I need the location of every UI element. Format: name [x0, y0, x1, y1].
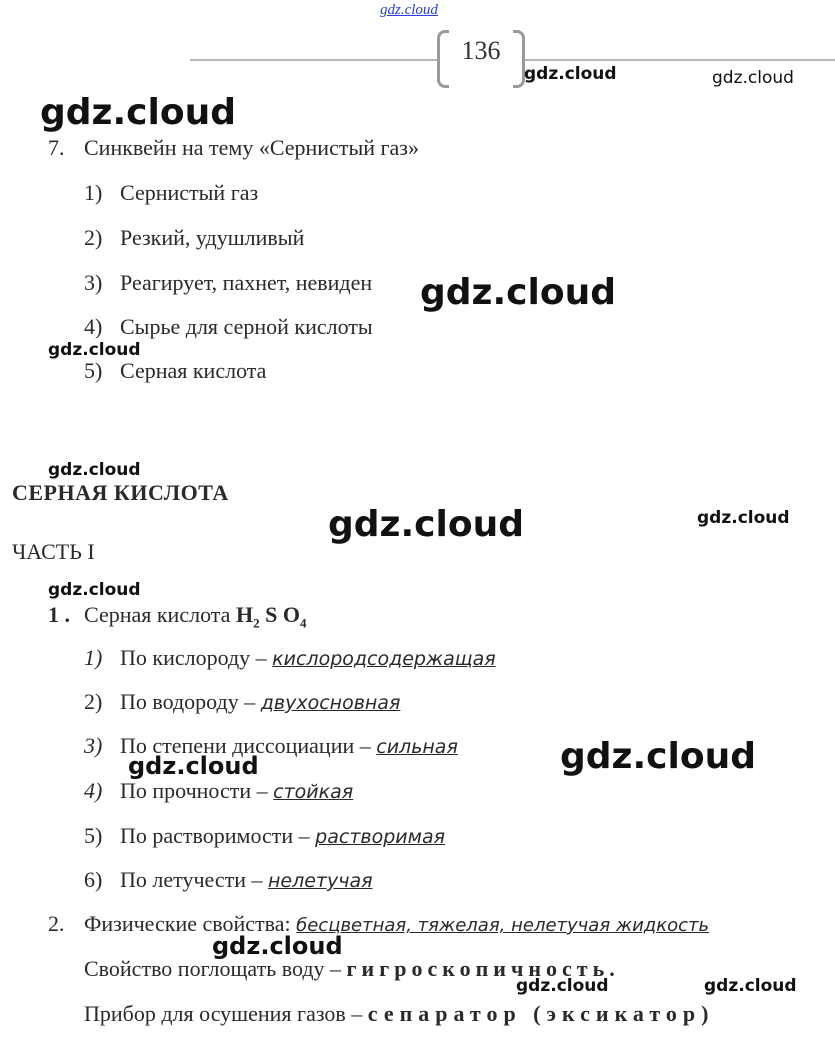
task1-item-num: 4): [84, 778, 103, 803]
task7-number: 7.: [48, 135, 65, 160]
page-number-bracket-left: [437, 30, 449, 88]
task1-item: [84, 689, 400, 715]
task1-item: [84, 645, 496, 671]
task2-number: 2.: [48, 911, 65, 936]
task7-item-text: Сырье для серной кислоты: [120, 314, 373, 339]
task1-item-num: 5): [84, 823, 103, 848]
task2-line2-answer: гигроскопичность.: [346, 956, 620, 981]
watermark: gdz.cloud: [704, 976, 797, 996]
watermark: gdz.cloud: [48, 580, 141, 600]
watermark: gdz.cloud: [712, 68, 794, 88]
watermark: gdz.cloud: [48, 340, 141, 360]
task1-item-answer: нелетучая: [267, 870, 373, 892]
watermark: gdz.cloud: [516, 976, 609, 996]
task2-line3-answer: сепаратор (эксикатор): [367, 1001, 715, 1026]
task1-item-label: По степени диссоциации –: [120, 733, 371, 758]
watermark: gdz.cloud: [40, 92, 236, 133]
task7-item-text: Сернистый газ: [120, 180, 259, 205]
formula-h2so4: [235, 602, 307, 631]
task1-item-num: 3): [84, 733, 103, 758]
task2-line1: [48, 911, 709, 937]
watermark: gdz.cloud: [48, 460, 141, 480]
task1-item: [84, 778, 353, 804]
formula-h-sub: 2: [253, 615, 260, 631]
watermark: gdz.cloud: [524, 64, 617, 84]
task7-title: Синквейн на тему «Сернистый газ»: [84, 135, 419, 160]
task2-answer: бесцветная, тяжелая, нелетучая жидкость: [296, 915, 710, 936]
task7-item-num: 3): [84, 270, 103, 295]
watermark: gdz.cloud: [560, 736, 756, 777]
formula-h: H: [235, 602, 254, 627]
task1-item-label: По водороду –: [120, 689, 256, 714]
task1-item-answer: двухосновная: [260, 692, 401, 714]
section-title: СЕРНАЯ КИСЛОТА: [12, 480, 229, 505]
task1-item-num: 6): [84, 867, 103, 892]
task1-item-answer: растворимая: [315, 826, 446, 848]
page-number: 136: [449, 36, 513, 66]
task1-item-label: По кислороду –: [120, 645, 267, 670]
formula-o: O: [282, 602, 300, 627]
section-part: ЧАСТЬ I: [12, 539, 95, 564]
task7-title-line: [48, 135, 419, 161]
task1-item-answer: стойкая: [273, 781, 354, 803]
task1-number: 1 .: [48, 602, 70, 627]
task1-title: Серная кислота: [84, 602, 231, 627]
task7-item: [84, 270, 372, 296]
task1-title-line: [48, 602, 306, 631]
task7-item-text: Реагирует, пахнет, невиден: [120, 270, 373, 295]
task2-line3-label: Прибор для осушения газов –: [84, 1001, 363, 1026]
task2-line3: [84, 1001, 714, 1027]
task1-item-num: 1): [84, 645, 103, 670]
task7-item-text: Серная кислота: [120, 358, 267, 383]
task1-item-label: По летучести –: [120, 867, 263, 892]
task7-item: [84, 180, 258, 206]
watermark: gdz.cloud: [212, 932, 343, 960]
task7-item-num: 2): [84, 225, 103, 250]
task7-item-num: 5): [84, 358, 103, 383]
top-watermark: gdz.cloud: [380, 2, 438, 18]
watermark: gdz.cloud: [328, 504, 524, 545]
formula-o-sub: 4: [299, 615, 307, 631]
task1-item-label: По прочности –: [120, 778, 268, 803]
task1-item-answer: кислородсодержащая: [272, 648, 496, 670]
task1-item: [84, 823, 445, 849]
task1-item-num: 2): [84, 689, 103, 714]
task7-item: [84, 225, 304, 251]
task2-label: Физические свойства:: [84, 911, 291, 936]
task7-item-num: 4): [84, 314, 103, 339]
task7-item: [84, 314, 373, 340]
task7-item: [84, 358, 266, 384]
task7-item-num: 1): [84, 180, 103, 205]
watermark: gdz.cloud: [697, 508, 790, 528]
task1-item-answer: сильная: [376, 736, 458, 758]
watermark: gdz.cloud: [420, 272, 616, 313]
task7-item-text: Резкий, удушливый: [120, 225, 305, 250]
task1-item: [84, 867, 373, 893]
formula-s: S: [265, 602, 278, 627]
watermark: gdz.cloud: [128, 752, 259, 780]
task1-item-label: По растворимости –: [120, 823, 310, 848]
task2-line2-label: Свойство поглощать воду –: [84, 956, 342, 981]
